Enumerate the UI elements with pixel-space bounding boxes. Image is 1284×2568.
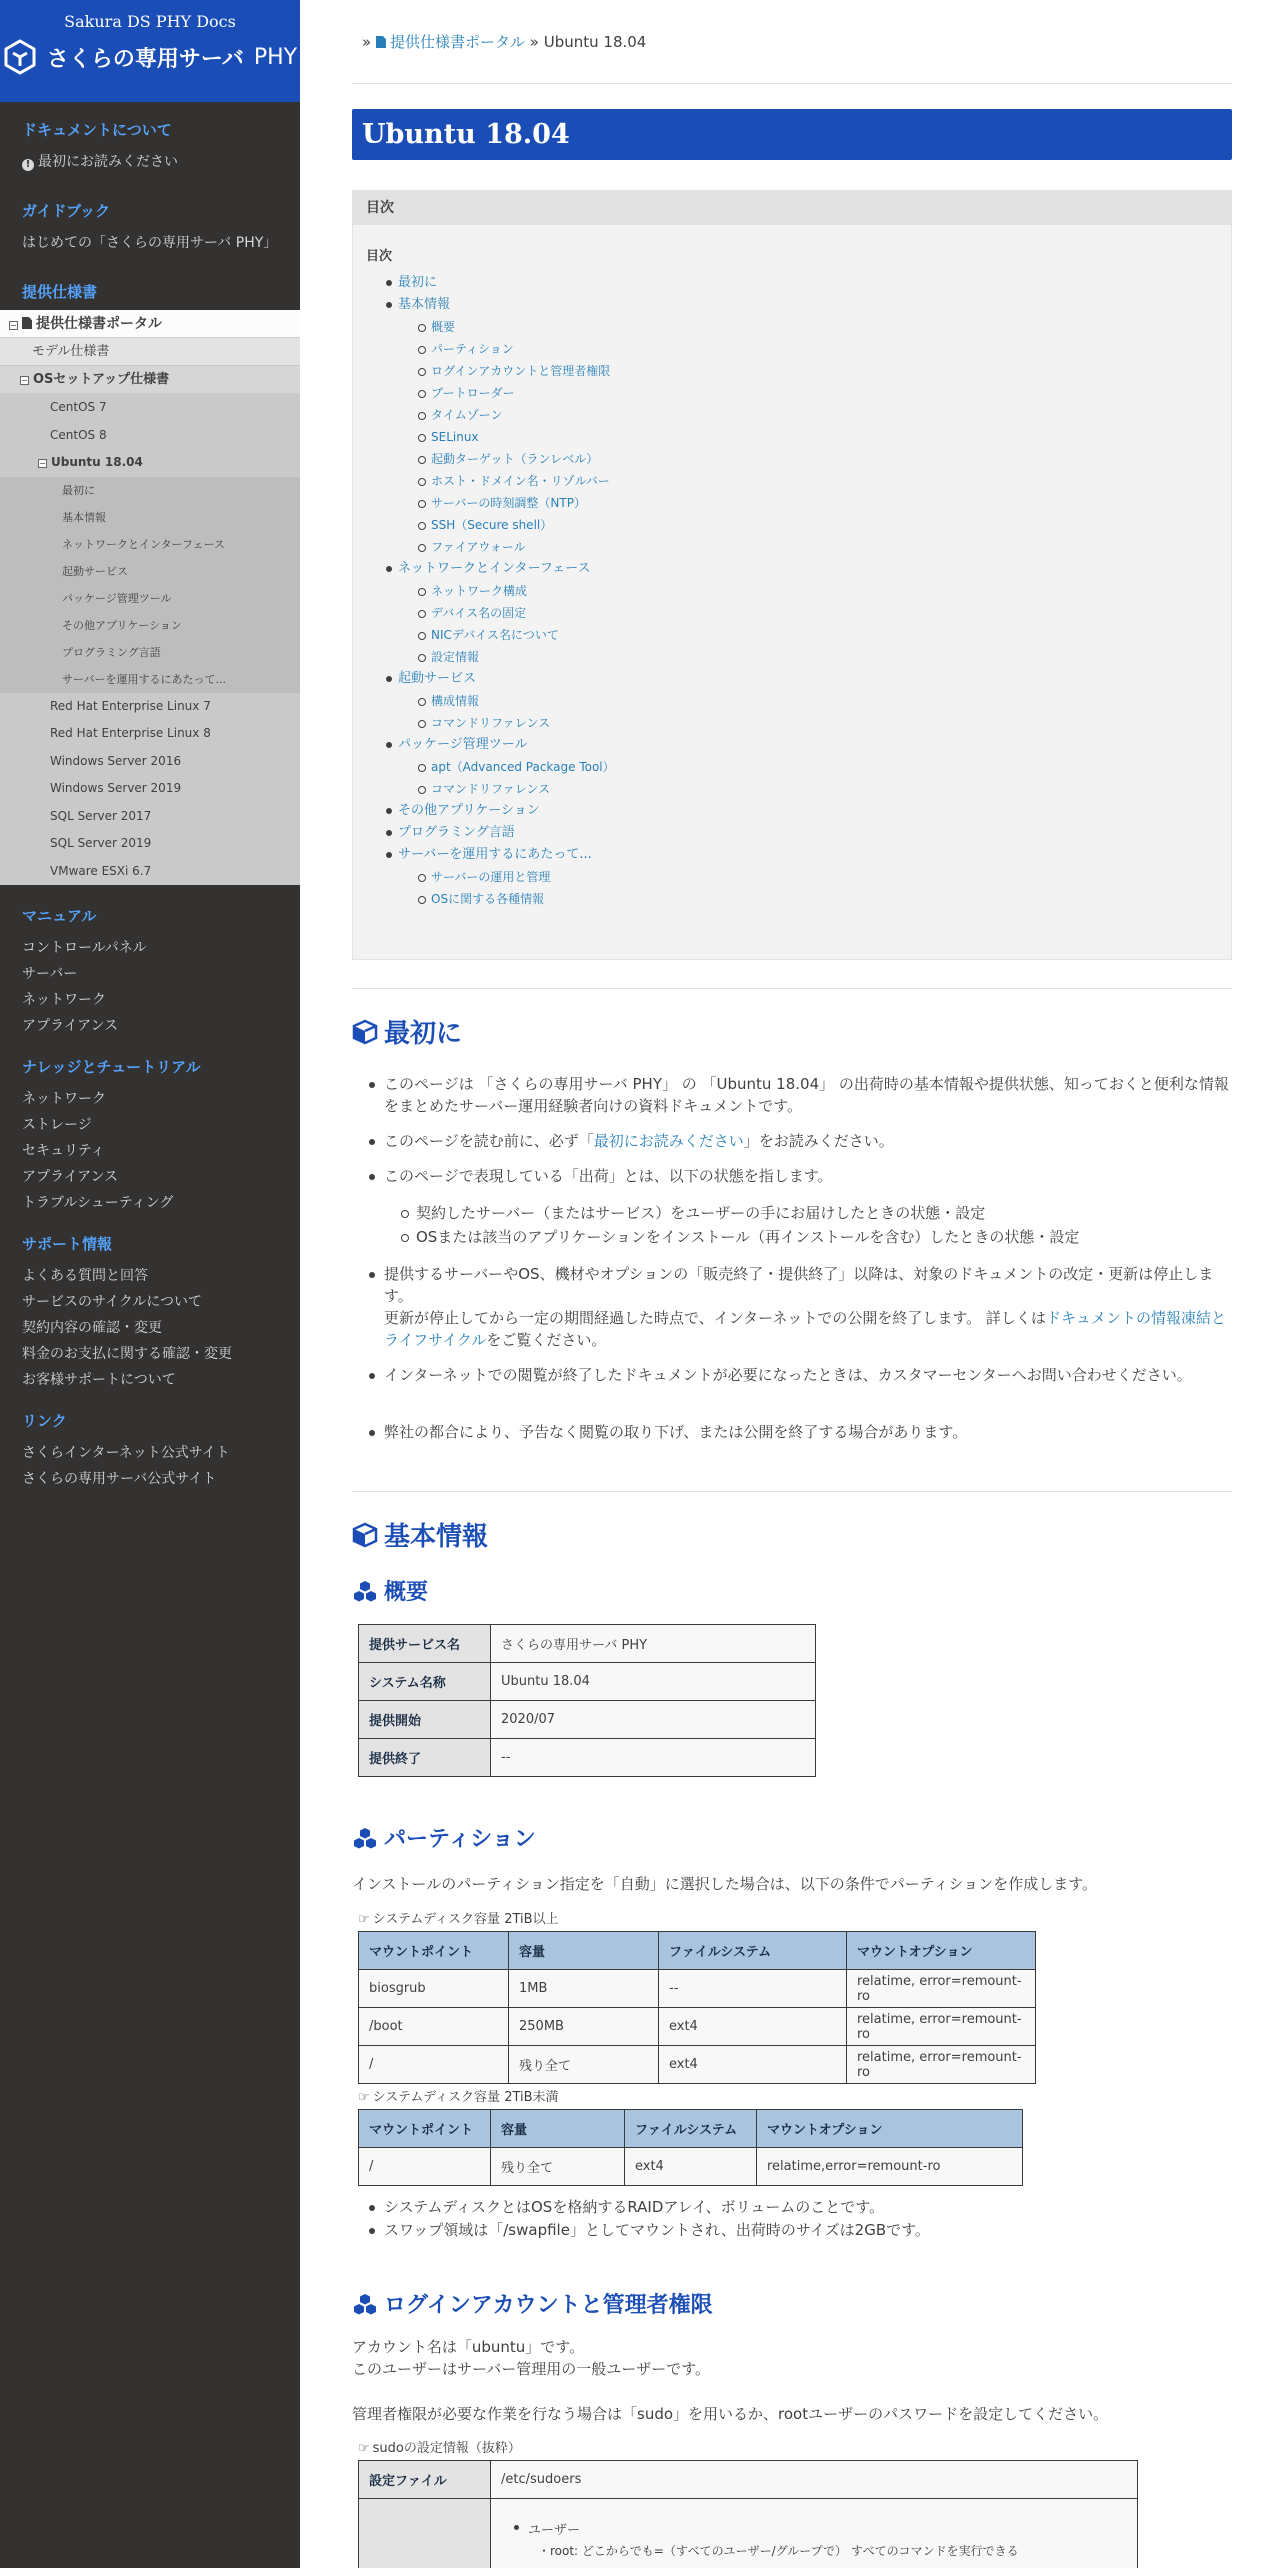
cubes-icon xyxy=(352,2293,378,2315)
sidebar-item-os[interactable]: VMware ESXi 6.7 xyxy=(0,858,300,886)
section-heading-partition xyxy=(352,1822,536,1853)
text: このページを読む前に、必ず「 xyxy=(384,1132,594,1150)
document-icon xyxy=(22,317,32,329)
table-cell: relatime, error=remount-ro xyxy=(847,1970,1036,2008)
toc-link[interactable]: 起動サービス xyxy=(353,668,1231,690)
partition-description: インストールのパーティション指定を「自動」に選択した場合は、以下の条件でパーティションを作成します。 xyxy=(352,1875,1098,1893)
document-icon xyxy=(376,36,386,48)
partition-table-small xyxy=(358,2109,1023,2186)
divider xyxy=(352,988,1232,989)
page-title: Ubuntu 18.04 xyxy=(352,109,1232,160)
table-key xyxy=(359,2499,491,2568)
toc-sublink[interactable]: NICデバイス名について xyxy=(353,624,1231,646)
sidebar-item[interactable]: アプライアンス xyxy=(22,1169,119,1185)
breadcrumb xyxy=(362,31,646,52)
toc-link[interactable]: その他アプリケーション xyxy=(353,800,1231,822)
toc-sublink[interactable]: apt（Advanced Package Tool） xyxy=(353,756,1231,778)
sidebar-sub-item[interactable]: 最初に xyxy=(0,477,300,504)
section-heading-login xyxy=(352,2288,713,2319)
toc-link[interactable]: サーバーを運用するにあたって... xyxy=(353,844,1231,866)
sidebar-item[interactable]: ネットワーク xyxy=(22,992,106,1008)
table-header: 容量 xyxy=(491,2110,625,2148)
sidebar-item[interactable]: コントロールパネル xyxy=(22,940,147,956)
intro-bullet xyxy=(384,1130,1232,1152)
caption-spec: 提供仕様書 xyxy=(22,283,98,301)
sidebar-item-os[interactable]: SQL Server 2017 xyxy=(0,803,300,831)
breadcrumb-current: Ubuntu 18.04 xyxy=(543,33,647,51)
caption-manual: マニュアル xyxy=(22,907,97,925)
table-cell: relatime,error=remount-ro xyxy=(757,2148,1023,2186)
table-cell: ext4 xyxy=(625,2148,757,2186)
table-cell: -- xyxy=(659,1970,847,2008)
sidebar-item-read-first[interactable] xyxy=(0,148,300,174)
sudo-line: ・root: どこからでも=（すべてのユーザー/グループで） すべてのコマンドを実行できる xyxy=(538,2544,1019,2558)
table-row xyxy=(359,2046,1036,2084)
caption-links: リンク xyxy=(22,1412,67,1430)
sidebar-item[interactable]: ストレージ xyxy=(22,1117,92,1133)
toc-sublink[interactable]: ネットワーク構成 xyxy=(353,580,1231,602)
sidebar-item-os[interactable]: Red Hat Enterprise Linux 8 xyxy=(0,720,300,748)
caption-documents: ドキュメントについて xyxy=(22,121,172,139)
text: ユーザー xyxy=(528,2523,581,2538)
sidebar-item[interactable]: アプライアンス xyxy=(22,1018,119,1034)
table-header: 容量 xyxy=(509,1932,659,1970)
toc-link[interactable]: パッケージ管理ツール xyxy=(353,734,1231,756)
table-header: マウントオプション xyxy=(847,1932,1036,1970)
main-content xyxy=(300,0,1284,2568)
table-row xyxy=(359,2148,1023,2186)
table-cell: /etc/sudoers xyxy=(491,2461,1138,2499)
table-caption xyxy=(358,2437,521,2456)
table-cell: ext4 xyxy=(659,2046,847,2084)
intro-sub-bullet: OSまたは該当のアプリケーションをインストール（再インストールを含む）したときの状態・設定 xyxy=(416,1226,1232,1248)
table-key: 提供終了 xyxy=(359,1739,491,1777)
sidebar-item-label: OSセットアップ仕様書 xyxy=(33,372,170,387)
divider xyxy=(352,83,1232,84)
caption-text: sudoの設定情報（抜粋） xyxy=(372,2441,521,2456)
table-header-row xyxy=(359,2110,1023,2148)
table-header-row xyxy=(359,1932,1036,1970)
sidebar-header xyxy=(0,0,300,102)
sidebar-sub-item[interactable]: サーバーを運用するにあたって... xyxy=(0,666,300,693)
table-header: ファイルシステム xyxy=(659,1932,847,1970)
caption-text: システムディスク容量 2TiB未満 xyxy=(372,2090,559,2105)
collapse-toggle-icon[interactable]: − xyxy=(39,459,46,468)
table-cell: relatime, error=remount-ro xyxy=(847,2046,1036,2084)
table-header: マウントオプション xyxy=(757,2110,1023,2148)
cubes-icon xyxy=(352,1580,378,1602)
read-first-link[interactable]: 最初にお読みください xyxy=(593,1132,744,1150)
lifecycle-link[interactable]: ドキュメントの情報凍結とライフサイクル xyxy=(384,1309,1226,1349)
table-of-contents xyxy=(352,190,1232,960)
table-cell: -- xyxy=(491,1739,816,1777)
heading-text: 基本情報 xyxy=(384,1522,489,1552)
sidebar-item-os[interactable]: SQL Server 2019 xyxy=(0,830,300,858)
breadcrumb-portal-link[interactable] xyxy=(376,33,525,51)
table-cell: 250MB xyxy=(509,2008,659,2046)
collapse-toggle-icon[interactable]: − xyxy=(10,321,17,330)
sidebar-sub-item[interactable]: パッケージ管理ツール xyxy=(0,585,300,612)
table-row xyxy=(359,1701,816,1739)
heading-text: 概要 xyxy=(384,1580,429,1605)
toc-sublink[interactable]: ブートローダー xyxy=(353,382,1231,404)
sidebar-sub-item[interactable]: ネットワークとインターフェース xyxy=(0,531,300,558)
sidebar-item-label: 最初にお読みください xyxy=(38,154,178,170)
breadcrumb-separator: » xyxy=(529,33,539,51)
sidebar-item-os[interactable]: Windows Server 2016 xyxy=(0,748,300,776)
toc-sublink[interactable]: ログインアカウントと管理者権限 xyxy=(353,360,1231,382)
heading-text: ログインアカウントと管理者権限 xyxy=(384,2293,713,2318)
table-cell: /boot xyxy=(359,2008,509,2046)
table-cell: relatime, error=remount-ro xyxy=(847,2008,1036,2046)
toc-sublink[interactable]: 設定情報 xyxy=(353,646,1231,668)
sidebar-item-label: Ubuntu 18.04 xyxy=(51,455,143,469)
toc-sublink[interactable]: 起動ターゲット（ランレベル） xyxy=(353,448,1231,470)
sidebar-item[interactable]: お客様サポートについて xyxy=(22,1372,176,1388)
pointing-hand-icon: ☞ xyxy=(358,2441,370,2456)
toc-sublink[interactable]: SSH（Secure shell） xyxy=(353,514,1231,536)
table-row xyxy=(359,2461,1138,2499)
table-row xyxy=(359,2499,1138,2568)
caption-knowledge: ナレッジとチュートリアル xyxy=(22,1058,201,1076)
bullet-dot xyxy=(514,2525,519,2530)
collapse-toggle-icon[interactable]: − xyxy=(21,376,28,385)
pointing-hand-icon: ☞ xyxy=(358,1912,370,1927)
login-text: このユーザーはサーバー管理用の一般ユーザーです。 xyxy=(352,2360,711,2378)
toc-subtitle: 目次 xyxy=(366,249,393,264)
toc-header: 目次 xyxy=(353,191,1231,225)
toc-list xyxy=(353,272,1231,910)
table-cell: 2020/07 xyxy=(491,1701,816,1739)
heading-text: 最初に xyxy=(384,1019,463,1049)
sudo-table xyxy=(358,2460,1138,2568)
sidebar-item[interactable]: トラブルシューティング xyxy=(22,1195,174,1211)
sidebar-item[interactable]: 契約内容の確認・変更 xyxy=(22,1320,162,1336)
sidebar-item[interactable]: セキュリティ xyxy=(22,1143,105,1159)
sidebar-item[interactable]: サービスのサイクルについて xyxy=(22,1294,203,1310)
sidebar xyxy=(0,0,300,2568)
cubes-icon xyxy=(352,1827,378,1849)
caption-support: サポート情報 xyxy=(22,1235,113,1253)
toc-sublink[interactable]: サーバーの時刻調整（NTP） xyxy=(353,492,1231,514)
sidebar-item[interactable]: 料金のお支払に関する確認・変更 xyxy=(22,1346,232,1362)
sidebar-item-centos7[interactable]: CentOS 7 xyxy=(0,394,300,422)
table-row xyxy=(359,1663,816,1701)
table-row xyxy=(359,1739,816,1777)
table-row xyxy=(359,2008,1036,2046)
toc-link[interactable]: ネットワークとインターフェース xyxy=(353,558,1231,580)
table-cell: 1MB xyxy=(509,1970,659,2008)
partition-note: システムディスクとはOSを格納するRAIDアレイ、ボリュームのことです。 xyxy=(384,2196,1232,2218)
breadcrumb-link-label: 提供仕様書ポータル xyxy=(389,33,525,51)
toc-sublink[interactable]: SELinux xyxy=(353,426,1231,448)
login-text: 管理者権限が必要な作業を行なう場合は「sudo」を用いるか、rootユーザーのパスワードを設定してください。 xyxy=(352,2405,1109,2423)
table-cell: さくらの専用サーバ PHY xyxy=(491,1625,816,1663)
sidebar-item-centos8[interactable]: CentOS 8 xyxy=(0,422,300,450)
table-caption xyxy=(358,2086,559,2105)
toc-sublink[interactable]: ホスト・ドメイン名・リゾルバー xyxy=(353,470,1231,492)
intro-bullet: このページは 「さくらの専用サーバ PHY」 の 「Ubuntu 18.04」 の出荷時の基本情報や提供状態、知っておくと便利な情報をまとめたサーバー運用経験者向けの資料ドキュメントです。 xyxy=(384,1073,1232,1117)
table-header: マウントポイント xyxy=(359,2110,491,2148)
login-text: アカウント名は「ubuntu」です。 xyxy=(352,2338,585,2356)
sidebar-tree xyxy=(0,310,300,885)
table-cell: 残り全て xyxy=(491,2148,625,2186)
sidebar-item[interactable]: さくらインターネット公式サイト xyxy=(22,1445,230,1461)
toc-sublink[interactable]: サーバーの運用と管理 xyxy=(353,866,1231,888)
sidebar-item-os[interactable]: Red Hat Enterprise Linux 7 xyxy=(0,693,300,721)
toc-sublink[interactable]: コマンドリファレンス xyxy=(353,712,1231,734)
sidebar-sub-item[interactable]: 起動サービス xyxy=(0,558,300,585)
brand-subtitle[interactable]: Sakura DS PHY Docs xyxy=(64,12,236,31)
toc-sublink[interactable]: タイムゾーン xyxy=(353,404,1231,426)
caption-guidebook: ガイドブック xyxy=(22,202,111,220)
toc-sublink[interactable]: パーティション xyxy=(353,338,1231,360)
table-header: ファイルシステム xyxy=(625,2110,757,2148)
cube-icon xyxy=(352,1522,378,1548)
info-icon: ! xyxy=(22,159,34,171)
intro-bullet: このページで表現している「出荷」とは、以下の状態を指します。 xyxy=(384,1165,1232,1187)
table-key: 提供開始 xyxy=(359,1701,491,1739)
brand-main: さくらの専用サーバ xyxy=(46,46,244,72)
text: をご覧ください。 xyxy=(486,1331,607,1349)
table-cell: / xyxy=(359,2148,491,2186)
table-cell: Ubuntu 18.04 xyxy=(491,1663,816,1701)
sidebar-sub-item[interactable]: プログラミング言語 xyxy=(0,639,300,666)
table-cell: biosgrub xyxy=(359,1970,509,2008)
table-cell: / xyxy=(359,2046,509,2084)
brand-logo[interactable] xyxy=(0,39,300,75)
sidebar-item-label: 提供仕様書ポータル xyxy=(36,316,162,332)
partition-table-large xyxy=(358,1931,1036,2084)
caption-text: システムディスク容量 2TiB以上 xyxy=(372,1912,559,1927)
table-key: 設定ファイル xyxy=(359,2461,491,2499)
partition-note: スワップ領域は「/swapfile」としてマウントされ、出荷時のサイズは2GBです。 xyxy=(384,2219,1232,2241)
toc-sublink[interactable]: OSに関する各種情報 xyxy=(353,888,1231,910)
toc-sublink[interactable]: 構成情報 xyxy=(353,690,1231,712)
toc-sublink[interactable]: コマンドリファレンス xyxy=(353,778,1231,800)
sidebar-item-guide[interactable]: はじめての「さくらの専用サーバ PHY」 xyxy=(22,235,278,251)
toc-sublink[interactable]: 概要 xyxy=(353,316,1231,338)
toc-link[interactable]: 基本情報 xyxy=(353,294,1231,316)
intro-bullet: インターネットでの閲覧が終了したドキュメントが必要になったときは、カスタマーセンターへお問い合わせください。 xyxy=(384,1364,1232,1386)
section-heading-intro xyxy=(352,1013,462,1050)
section-heading-overview xyxy=(352,1575,428,1606)
heading-text: パーティション xyxy=(384,1827,536,1852)
text: 更新が停止してから一定の期間経過した時点で、インターネットでの公開を終了します。 詳しくは xyxy=(384,1309,1046,1327)
sidebar-item[interactable]: サーバー xyxy=(22,966,78,982)
table-cell: ext4 xyxy=(659,2008,847,2046)
sidebar-sub-item[interactable]: その他アプリケーション xyxy=(0,612,300,639)
sidebar-item[interactable]: ネットワーク xyxy=(22,1091,106,1107)
toc-link[interactable]: プログラミング言語 xyxy=(353,822,1231,844)
breadcrumb-separator: » xyxy=(362,33,372,51)
brand-hexagon-icon xyxy=(3,39,37,75)
sidebar-item-model[interactable]: モデル仕様書 xyxy=(0,338,300,366)
pointing-hand-icon: ☞ xyxy=(358,2090,370,2105)
sidebar-item-os-setup[interactable] xyxy=(0,366,300,394)
toc-sublink[interactable]: デバイス名の固定 xyxy=(353,602,1231,624)
table-key: 提供サービス名 xyxy=(359,1625,491,1663)
text: 提供するサーバーやOS、機材やオプションの「販売終了・提供終了」以降は、対象のドキュメントの改定・更新は停止します。 xyxy=(384,1265,1214,1305)
toc-sublink[interactable]: ファイアウォール xyxy=(353,536,1231,558)
intro-bullet xyxy=(384,1263,1232,1351)
table-row xyxy=(359,1625,816,1663)
sidebar-sub-item[interactable]: 基本情報 xyxy=(0,504,300,531)
sidebar-item-os[interactable]: Windows Server 2019 xyxy=(0,775,300,803)
text: 」をお読みください。 xyxy=(743,1132,894,1150)
table-caption xyxy=(358,1908,559,1927)
intro-sub-bullet: 契約したサーバー（またはサービス）をユーザーの手にお届けしたときの状態・設定 xyxy=(416,1202,1232,1224)
table-key: システム名称 xyxy=(359,1663,491,1701)
sudo-bullet xyxy=(501,2519,1127,2538)
sidebar-item-ubuntu1804[interactable] xyxy=(0,449,300,477)
table-header: マウントポイント xyxy=(359,1932,509,1970)
table-row xyxy=(359,1970,1036,2008)
section-heading-basic xyxy=(352,1516,488,1553)
table-cell: 残り全て xyxy=(509,2046,659,2084)
toc-link[interactable]: 最初に xyxy=(353,272,1231,294)
table-cell xyxy=(491,2499,1138,2568)
divider xyxy=(352,1491,1232,1492)
intro-bullet: 弊社の都合により、予告なく閲覧の取り下げ、または公開を終了する場合があります。 xyxy=(384,1421,1232,1443)
cube-icon xyxy=(352,1019,378,1045)
sidebar-item[interactable]: よくある質問と回答 xyxy=(22,1268,148,1284)
brand-phy: PHY xyxy=(253,44,298,70)
overview-table xyxy=(358,1624,816,1777)
sidebar-item[interactable]: さくらの専用サーバ公式サイト xyxy=(22,1471,217,1487)
sidebar-item-portal[interactable] xyxy=(0,310,300,338)
